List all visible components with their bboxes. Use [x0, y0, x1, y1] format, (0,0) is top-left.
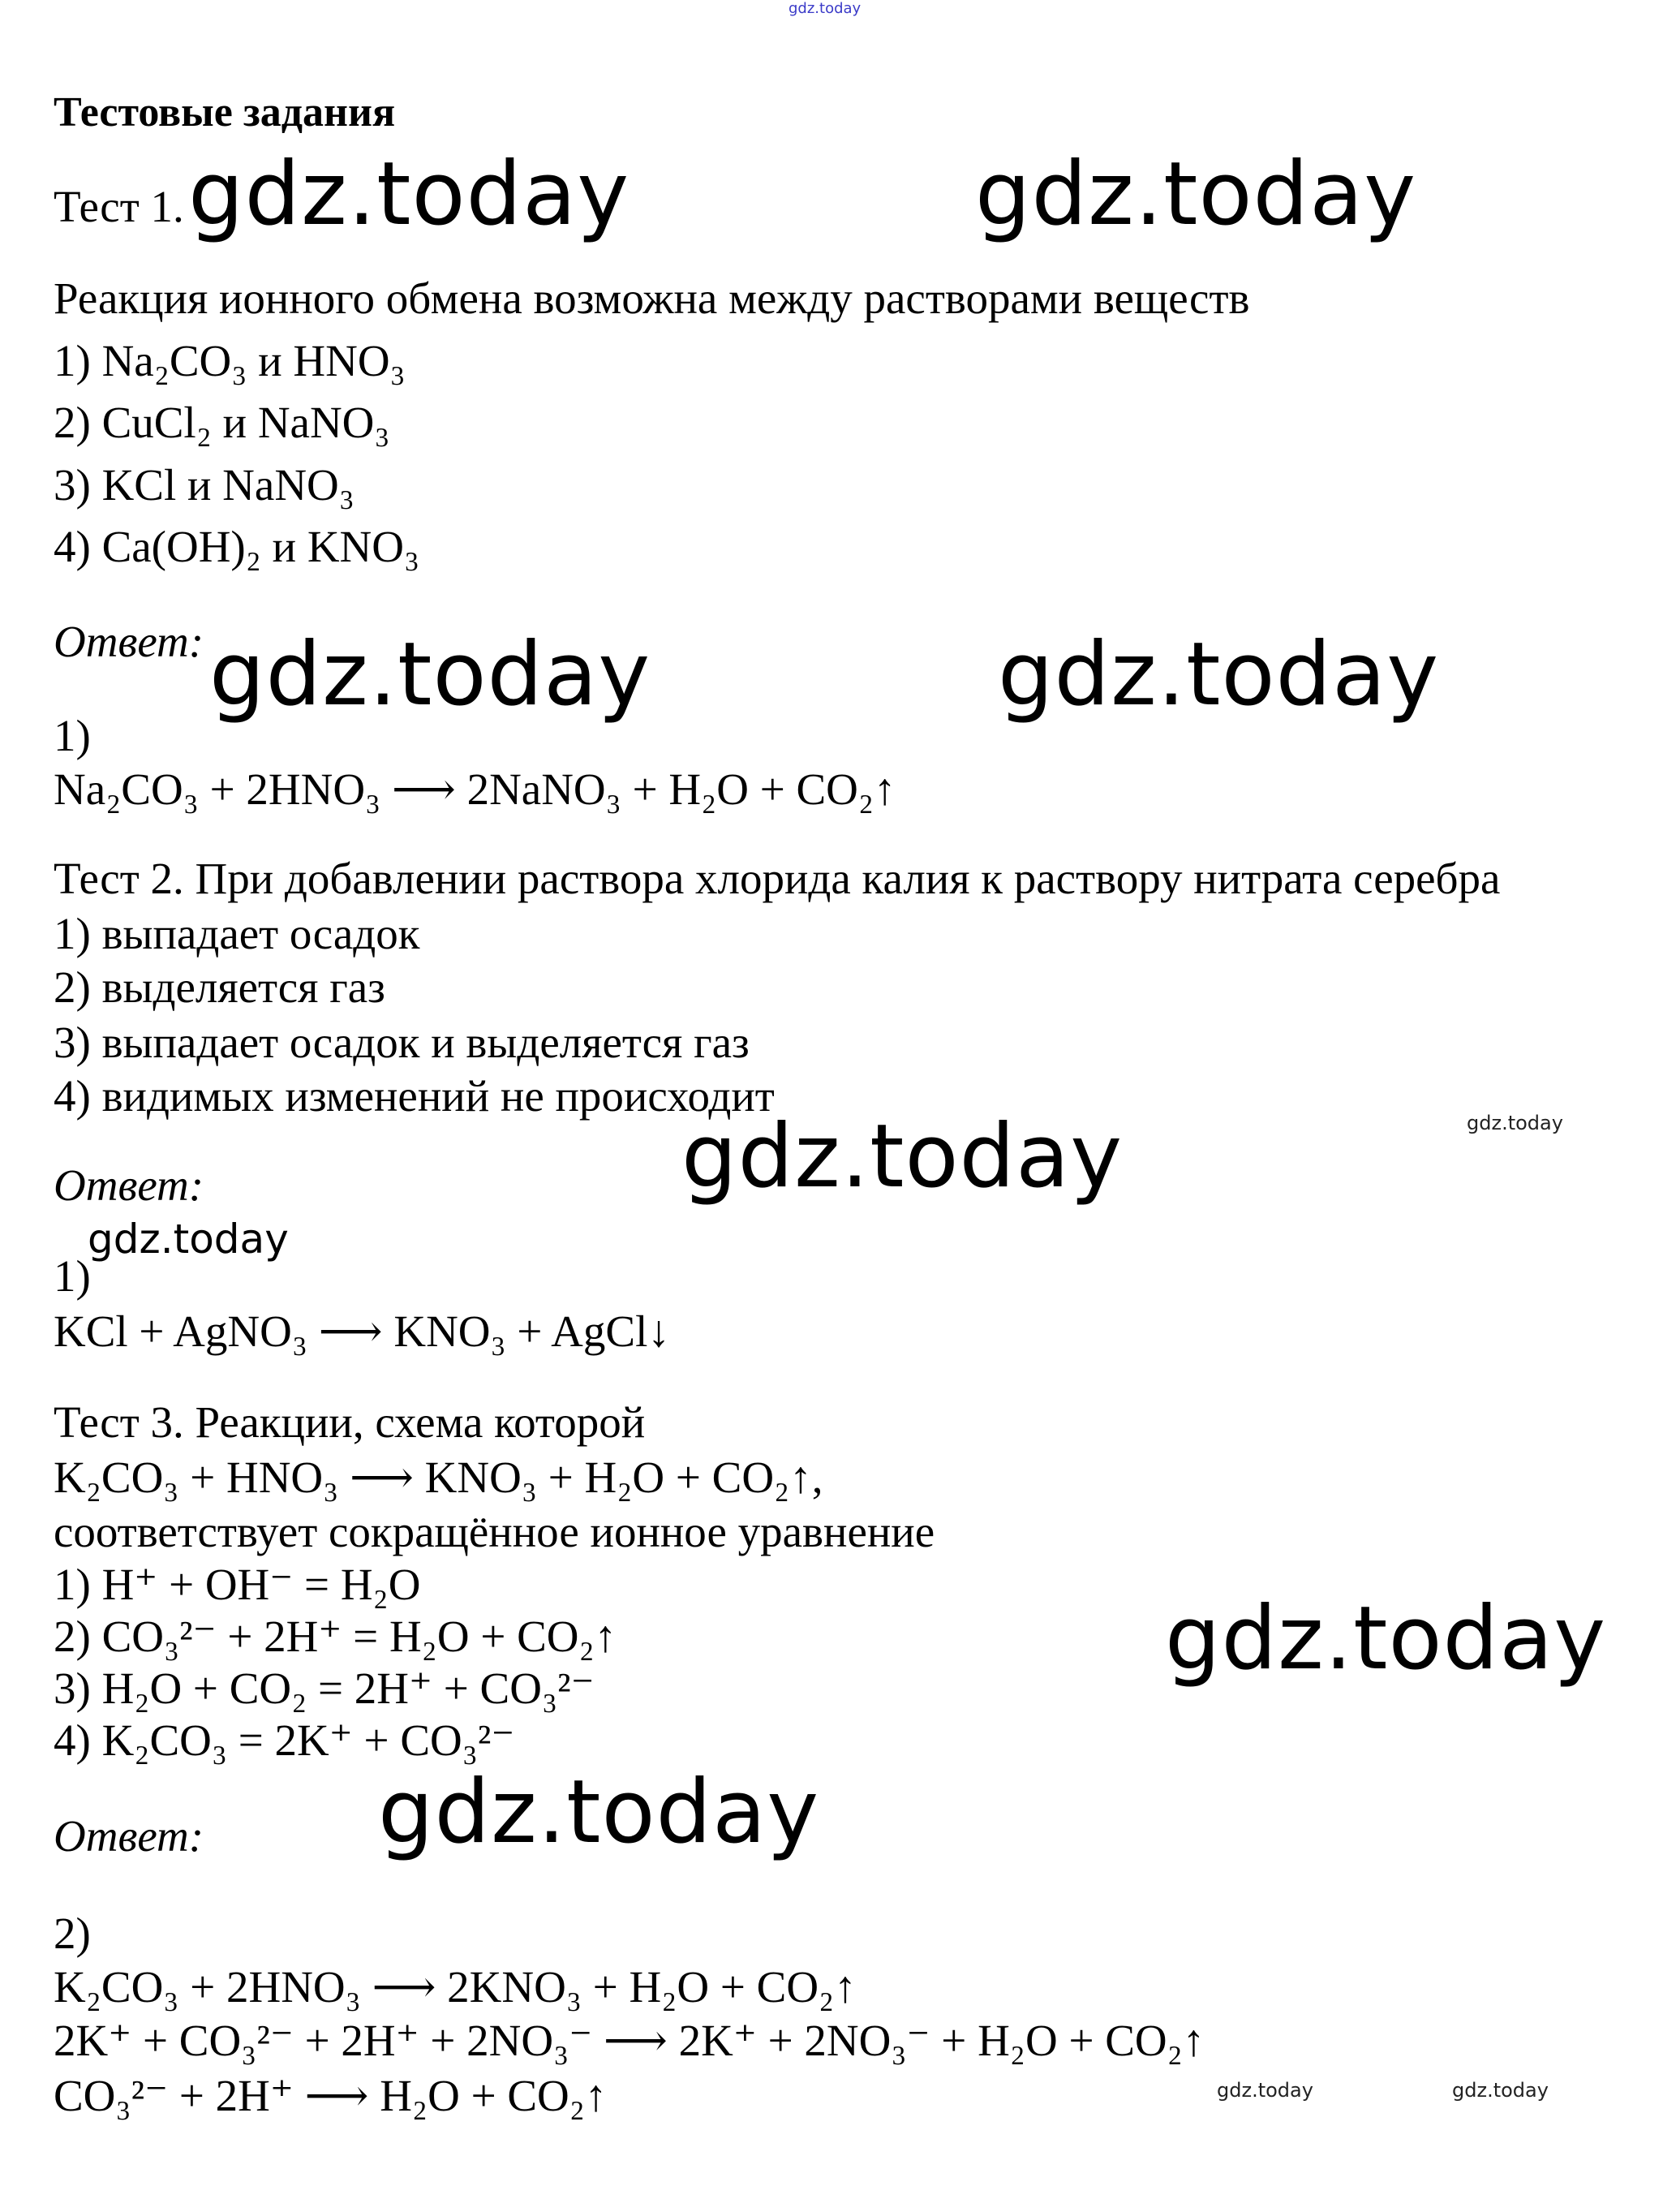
test2-answer: 1): [54, 1251, 91, 1301]
test3-question: Тест 3. Реакции, схема которой: [54, 1397, 646, 1447]
test1-option-1: 1) Na₂CO₃ и HNO₃: [54, 336, 406, 385]
test2-option-3: 3) выпадает осадок и выделяется газ: [54, 1018, 750, 1067]
test2-option-2: 2) выделяется газ: [54, 962, 385, 1012]
test1-option-3: 3) KCl и NaNO₃: [54, 460, 355, 510]
test3-scheme: K₂CO₃ + HNO₃ ⟶ KNO₃ + H₂O + CO₂↑,: [54, 1452, 823, 1502]
test2-equation: KCl + AgNO₃ ⟶ KNO₃ + AgCl↓: [54, 1306, 670, 1356]
test2-option-4: 4) видимых изменений не происходит: [54, 1071, 775, 1121]
watermark-large: gdz.today: [1165, 1588, 1607, 1689]
test3-option-1: 1) H⁺ + OH⁻ = H₂O: [54, 1560, 421, 1609]
watermark-large: gdz.today: [188, 144, 630, 245]
watermark-large: gdz.today: [998, 624, 1440, 725]
watermark-large: gdz.today: [209, 624, 651, 725]
test2-option-1: 1) выпадает осадок: [54, 909, 420, 958]
watermark-small: gdz.today: [1217, 2079, 1313, 2102]
test3-option-2: 2) CO₃²⁻ + 2H⁺ = H₂O + CO₂↑: [54, 1612, 617, 1661]
test1-label: Тест 1.: [54, 182, 184, 231]
watermark-large: gdz.today: [681, 1106, 1124, 1207]
watermark-medium: gdz.today: [88, 1216, 289, 1263]
watermark-large: gdz.today: [378, 1762, 820, 1863]
watermark-small: gdz.today: [1452, 2079, 1549, 2102]
watermark-top: gdz.today: [789, 0, 862, 17]
test1-option-2: 2) CuCl₂ и NaNO₃: [54, 398, 390, 447]
page-heading: Тестовые задания: [54, 89, 396, 136]
test2-question: Тест 2. При добавлении раствора хлорида калия к раствору нитрата серебра: [54, 854, 1501, 903]
test3-answer: 2): [54, 1909, 91, 1958]
test3-answer-label: Ответ:: [54, 1811, 204, 1861]
test1-question: Реакция ионного обмена возможна между растворами веществ: [54, 273, 1250, 323]
watermark-large: gdz.today: [975, 144, 1417, 245]
test3-equation-3: CO₃²⁻ + 2H⁺ ⟶ H₂O + CO₂↑: [54, 2071, 608, 2120]
test1-equation: Na₂CO₃ + 2HNO₃ ⟶ 2NaNO₃ + H₂O + CO₂↑: [54, 764, 896, 814]
test3-question-cont: соответствует сокращённое ионное уравнение: [54, 1507, 935, 1556]
test3-equation-1: K₂CO₃ + 2HNO₃ ⟶ 2KNO₃ + H₂O + CO₂↑: [54, 1962, 857, 2012]
watermark-small: gdz.today: [1467, 1112, 1563, 1134]
test3-option-4: 4) K₂CO₃ = 2K⁺ + CO₃²⁻: [54, 1715, 515, 1765]
test3-option-3: 3) H₂O + CO₂ = 2H⁺ + CO₃²⁻: [54, 1663, 595, 1713]
test1-option-4: 4) Ca(OH)₂ и KNO₃: [54, 522, 420, 571]
test2-answer-label: Ответ:: [54, 1160, 204, 1210]
test3-equation-2: 2K⁺ + CO₃²⁻ + 2H⁺ + 2NO₃⁻ ⟶ 2K⁺ + 2NO₃⁻ + H₂O + CO₂↑: [54, 2016, 1205, 2065]
test1-answer: 1): [54, 711, 91, 760]
test1-answer-label: Ответ:: [54, 617, 204, 666]
